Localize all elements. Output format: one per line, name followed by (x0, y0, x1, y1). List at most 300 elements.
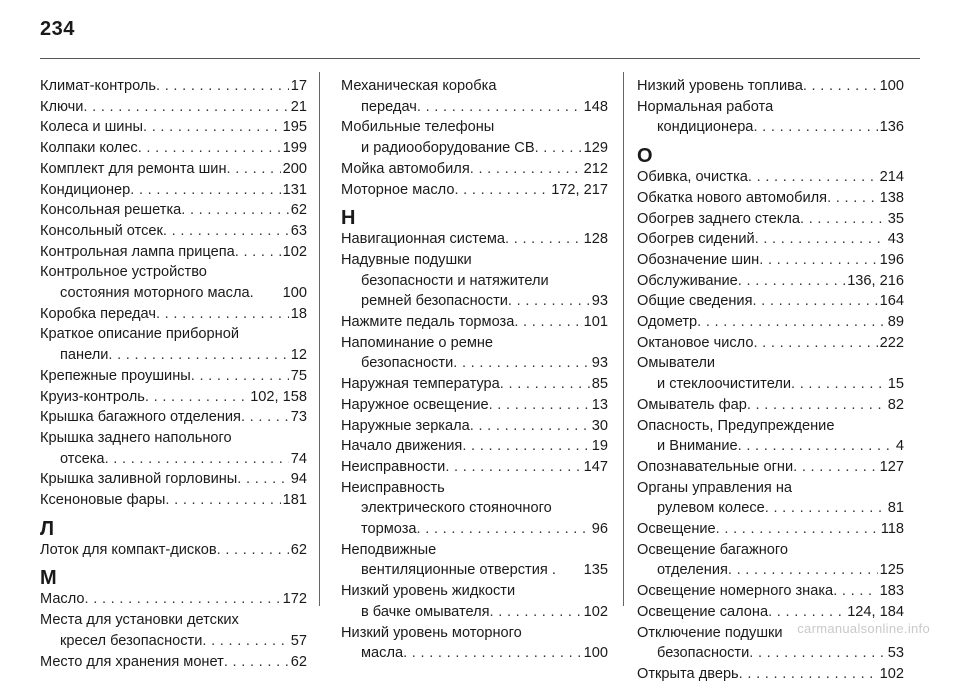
dot-leader (237, 469, 288, 490)
index-entry (637, 188, 904, 209)
index-entry (637, 519, 904, 540)
page-reference: 62 (290, 653, 307, 670)
index-entry (341, 312, 608, 333)
page-reference: 74 (290, 450, 307, 467)
index-entry-line (40, 610, 307, 631)
entry-text: Коробка передач (40, 305, 156, 322)
entry-text: вентиляционные отверстия . (361, 562, 556, 579)
index-entry (40, 117, 307, 138)
page-reference: 102 (879, 665, 904, 682)
index-entry-line (637, 76, 904, 97)
index-entry (637, 291, 904, 312)
page-reference: 136, 216 (847, 272, 904, 289)
entry-text: Обкатка нового автомобиля (637, 189, 828, 206)
entry-text: Кондиционер (40, 181, 131, 198)
dot-leader (156, 304, 289, 325)
page-reference: 196 (879, 251, 904, 268)
page-reference: 4 (895, 438, 904, 455)
page-reference: 102, 158 (250, 388, 307, 405)
dot-leader (791, 374, 886, 395)
page-reference: 62 (290, 541, 307, 558)
index-entry (40, 97, 307, 118)
entry-text: Консольный отсек (40, 222, 163, 239)
index-entry (40, 138, 307, 159)
index-entry-line (40, 97, 307, 118)
index-entry (637, 167, 904, 188)
index-entry (637, 457, 904, 478)
page-reference: 135 (583, 562, 608, 579)
index-entry (637, 416, 904, 457)
entry-text: Опознавательные огни (637, 458, 794, 475)
index-entry (40, 540, 307, 561)
index-entry-line (637, 602, 904, 623)
index-entry-line (341, 229, 608, 250)
dot-leader (143, 117, 281, 138)
index-entry-line (341, 581, 608, 602)
index-entry (40, 242, 307, 263)
index-entry (637, 271, 904, 292)
index-entry-line (341, 457, 608, 478)
index-entry-line (40, 180, 307, 201)
dot-leader (454, 180, 549, 201)
dot-leader (156, 76, 289, 97)
index-entry (40, 610, 307, 651)
index-entry-line (637, 117, 904, 138)
index-entry-line (637, 312, 904, 333)
index-entry (637, 229, 904, 250)
index-entry (341, 250, 608, 312)
index-letter-heading: М (40, 567, 57, 590)
entry-text: Обслуживание (637, 272, 738, 289)
index-entry-line (637, 498, 904, 519)
entry-text: Моторное масло (341, 181, 455, 198)
index-entry-line (341, 478, 608, 499)
entry-text: Напоминание о ремне (341, 334, 494, 351)
page-reference: 93 (591, 355, 608, 372)
index-entry (637, 540, 904, 581)
index-entry (40, 221, 307, 242)
page-reference: 93 (591, 293, 608, 310)
dot-leader (163, 221, 289, 242)
dot-leader (224, 652, 289, 673)
index-entry (341, 623, 608, 664)
page-reference: 96 (591, 521, 608, 538)
index-entry (40, 76, 307, 97)
index-entry-line (40, 631, 307, 652)
dot-leader (217, 540, 289, 561)
index-entry-line (40, 242, 307, 263)
dot-leader (453, 353, 590, 374)
index-entry-line (341, 623, 608, 644)
column-divider (319, 72, 320, 606)
page-reference: 89 (887, 314, 904, 331)
index-entry (40, 387, 307, 408)
index-entry (637, 581, 904, 602)
index-entry (637, 76, 904, 97)
entry-text: Освещение (637, 521, 716, 538)
dot-leader (165, 490, 280, 511)
entry-text: Место для хранения монет (40, 653, 224, 670)
index-entry (341, 229, 608, 250)
index-entry (341, 395, 608, 416)
page-reference: 101 (583, 314, 608, 331)
index-entry-line (40, 159, 307, 180)
page-reference: 18 (290, 305, 307, 322)
dot-leader (753, 117, 877, 138)
page-reference: 148 (583, 98, 608, 115)
dot-leader (739, 664, 878, 685)
index-entry-line (40, 490, 307, 511)
dot-leader (535, 138, 582, 159)
index-entry (40, 366, 307, 387)
index-entry (40, 180, 307, 201)
index-entry (40, 407, 307, 428)
index-entry-line (341, 76, 608, 97)
entry-text: Начало движения (341, 438, 463, 455)
entry-text: состояния моторного масла. (60, 285, 254, 302)
page-reference: 183 (879, 583, 904, 600)
index-entry-line (40, 221, 307, 242)
index-entry-line (341, 180, 608, 201)
entry-text: Обивка, очистка (637, 169, 748, 186)
entry-text: отделения (657, 562, 728, 579)
index-entry-line (637, 478, 904, 499)
index-entry-line (637, 540, 904, 561)
index-entry-line (637, 209, 904, 230)
dot-leader (470, 159, 582, 180)
dot-leader (505, 229, 582, 250)
entry-text: Наружное освещение (341, 396, 489, 413)
entry-text: Масло (40, 591, 85, 608)
dot-leader (500, 374, 590, 395)
page-reference: 199 (282, 140, 307, 157)
index-entry-line (40, 324, 307, 345)
entry-text: Ключи (40, 98, 84, 115)
entry-text: Крышка багажного отделения (40, 409, 241, 426)
index-entry-line (40, 76, 307, 97)
entry-text: панели (60, 347, 109, 364)
page-reference: 200 (282, 160, 307, 177)
index-entry (637, 395, 904, 416)
entry-text: Мобильные телефоны (341, 119, 495, 136)
page-reference: 172, 217 (551, 181, 608, 198)
entry-text: Надувные подушки (341, 251, 472, 268)
dot-leader (462, 436, 589, 457)
index-entry (341, 436, 608, 457)
index-entry-line (637, 250, 904, 271)
page-reference: 73 (290, 409, 307, 426)
index-entry (40, 469, 307, 490)
entry-text: ремней безопасности (361, 293, 508, 310)
entry-text: Навигационная система (341, 231, 506, 248)
entry-text: Низкий уровень топлива (637, 78, 803, 94)
entry-text: Органы управления на (637, 479, 793, 496)
index-entry-line (40, 589, 307, 610)
entry-text: Круиз-контроль (40, 388, 145, 405)
entry-text: Обогрев заднего стекла (637, 210, 800, 227)
entry-text: безопасности (657, 645, 750, 662)
index-letter-heading: Н (341, 207, 356, 230)
dot-leader (514, 312, 581, 333)
entry-text: Низкий уровень жидкости (341, 583, 516, 600)
entry-text: Октановое число (637, 334, 754, 351)
dot-leader (833, 581, 877, 602)
page-reference: 21 (290, 98, 307, 115)
page-reference: 212 (583, 160, 608, 177)
page-reference: 35 (887, 210, 904, 227)
dot-leader (755, 229, 886, 250)
index-entry-line (637, 167, 904, 188)
page-reference: 75 (290, 367, 307, 384)
entry-text: Низкий уровень моторного (341, 624, 522, 641)
index-entry-line (40, 428, 307, 449)
index-entry (40, 652, 307, 673)
index-entry (637, 97, 904, 138)
entry-text: и Внимание (657, 438, 738, 455)
dot-leader (827, 188, 878, 209)
page-reference: 129 (583, 140, 608, 157)
index-entry (40, 262, 307, 303)
page-reference: 181 (282, 492, 307, 509)
index-entry-line (637, 664, 904, 685)
page-reference: 100 (282, 285, 307, 302)
page-reference: 63 (290, 222, 307, 239)
index-entry (341, 374, 608, 395)
entry-text: Контрольное устройство (40, 264, 207, 281)
dot-leader (470, 416, 590, 437)
index-entry-line (40, 138, 307, 159)
index-entry-line (637, 229, 904, 250)
page-reference: 127 (879, 458, 904, 475)
page-reference: 53 (887, 645, 904, 662)
index-entry-line (637, 457, 904, 478)
page-reference: 85 (591, 376, 608, 393)
index-entry (40, 428, 307, 469)
page-reference: 81 (887, 500, 904, 517)
index-entry (341, 540, 608, 581)
index-entry (637, 478, 904, 519)
index-entry-line (40, 407, 307, 428)
dot-leader (85, 589, 281, 610)
entry-text: Освещение номерного знака (637, 583, 834, 600)
entry-text: Климат-контроль (40, 78, 156, 94)
page-reference: 102 (583, 603, 608, 620)
index-entry-line (341, 159, 608, 180)
index-entry-line (341, 374, 608, 395)
entry-text: Комплект для ремонта шин (40, 160, 227, 177)
dot-leader (489, 395, 590, 416)
index-entry-line (40, 117, 307, 138)
entry-text: Обогрев сидений (637, 231, 755, 248)
index-entry-line (637, 374, 904, 395)
dot-leader (108, 345, 288, 366)
dot-leader (800, 209, 886, 230)
watermark: carmanualsonline.info (797, 621, 930, 636)
entry-text: Освещение багажного (637, 541, 789, 558)
column-divider (623, 72, 624, 606)
page-reference: 15 (887, 376, 904, 393)
index-entry (637, 333, 904, 354)
entry-text: Колеса и шины (40, 119, 144, 136)
index-entry (341, 416, 608, 437)
entry-text: Омыватели (637, 355, 716, 372)
index-entry-line (637, 519, 904, 540)
index-entry-line (341, 540, 608, 561)
index-entry-line (637, 291, 904, 312)
dot-leader (403, 643, 582, 664)
entry-text: Консольная решетка (40, 202, 182, 219)
index-entry-line (341, 643, 608, 664)
page-reference: 125 (879, 562, 904, 579)
page-reference: 172 (282, 591, 307, 608)
entry-text: и радиооборудование СВ (361, 140, 535, 157)
entry-text: и стеклоочистители (657, 376, 791, 393)
index-entry (637, 602, 904, 623)
dot-leader (181, 200, 289, 221)
dot-leader (490, 602, 582, 623)
dot-leader (753, 333, 877, 354)
dot-leader (793, 457, 878, 478)
entry-text: Лоток для компакт-дисков (40, 541, 217, 558)
entry-text: Освещение салона (637, 603, 769, 620)
page-reference: 131 (282, 181, 307, 198)
index-entry-line (40, 652, 307, 673)
index-entry-line (637, 643, 904, 664)
index-entry-line (637, 416, 904, 437)
dot-leader (738, 271, 845, 292)
index-entry-line (341, 560, 608, 581)
dot-leader (202, 631, 288, 652)
index-entry-line (637, 581, 904, 602)
index-entry-line (341, 602, 608, 623)
entry-text: Краткое описание приборной (40, 326, 239, 343)
index-entry-line (341, 395, 608, 416)
index-entry (40, 589, 307, 610)
dot-leader (138, 138, 281, 159)
page-reference: 100 (583, 645, 608, 662)
entry-text: Открыта дверь (637, 665, 739, 682)
index-entry-line (40, 283, 307, 304)
index-entry-line (40, 469, 307, 490)
dot-leader (241, 407, 289, 428)
dot-leader (83, 97, 288, 118)
page-reference: 102 (282, 243, 307, 260)
index-letter-heading: Л (40, 517, 55, 540)
page-reference: 19 (591, 438, 608, 455)
index-entry-line (341, 519, 608, 540)
dot-leader (748, 167, 878, 188)
index-column-2 (341, 76, 608, 664)
index-entry-line (341, 291, 608, 312)
entry-text: Крышка заднего напольного (40, 429, 232, 446)
index-entry (341, 478, 608, 540)
index-entry-line (637, 188, 904, 209)
page-reference: 43 (887, 231, 904, 248)
entry-text: масла (361, 645, 404, 662)
entry-text: Общие сведения (637, 293, 753, 310)
dot-leader (768, 602, 845, 623)
page-reference: 118 (880, 521, 904, 538)
entry-text: Одометр (637, 314, 698, 331)
index-entry (40, 324, 307, 365)
page-reference: 62 (290, 202, 307, 219)
index-entry (637, 209, 904, 230)
entry-text: Омыватель фар (637, 396, 747, 413)
entry-text: тормоза (361, 521, 417, 538)
index-entry-line (40, 262, 307, 283)
dot-leader (235, 242, 281, 263)
entry-text: Мойка автомобиля (341, 160, 470, 177)
entry-text: электрического стояночного (361, 500, 552, 517)
index-entry (637, 312, 904, 333)
entry-text: передач (361, 98, 417, 115)
entry-text: Наружные зеркала (341, 417, 470, 434)
page-reference: 124, 184 (847, 603, 904, 620)
page-reference: 13 (591, 396, 608, 413)
entry-text: безопасности и натяжители (361, 272, 549, 289)
entry-text: отсека (60, 450, 105, 467)
index-entry-line (40, 366, 307, 387)
index-entry (40, 200, 307, 221)
index-entry (341, 333, 608, 374)
entry-text: в бачке омывателя (361, 603, 490, 620)
dot-leader (445, 457, 581, 478)
page-reference: 57 (290, 632, 307, 649)
index-entry-line (40, 200, 307, 221)
index-letter-heading: О (637, 145, 653, 168)
entry-text: Неисправности (341, 458, 446, 475)
index-entry-line (40, 387, 307, 408)
dot-leader (747, 395, 886, 416)
header-rule (40, 58, 920, 59)
dot-leader (716, 519, 879, 540)
index-entry (40, 490, 307, 511)
index-entry (637, 664, 904, 685)
index-entry-line (40, 304, 307, 325)
index-entry (40, 159, 307, 180)
index-entry-line (341, 498, 608, 519)
entry-text: Крепежные проушины (40, 367, 191, 384)
page-reference: 222 (879, 334, 904, 351)
dot-leader (765, 498, 886, 519)
index-entry-line (40, 449, 307, 470)
index-entry-line (637, 395, 904, 416)
index-entry-line (637, 560, 904, 581)
page-reference: 17 (290, 78, 307, 94)
index-entry (341, 457, 608, 478)
entry-text: Механическая коробка (341, 78, 497, 94)
index-entry (637, 250, 904, 271)
index-entry-line (341, 353, 608, 374)
entry-text: Нормальная работа (637, 98, 774, 115)
entry-text: Неисправность (341, 479, 445, 496)
entry-text: безопасности (361, 355, 454, 372)
dot-leader (508, 291, 590, 312)
index-entry-line (341, 271, 608, 292)
page-reference: 30 (591, 417, 608, 434)
entry-text: Наружная температура (341, 376, 500, 393)
dot-leader (752, 291, 877, 312)
dot-leader (759, 250, 877, 271)
index-entry-line (341, 416, 608, 437)
index-entry (40, 304, 307, 325)
index-entry-line (341, 138, 608, 159)
entry-text: Контрольная лампа прицепа (40, 243, 235, 260)
index-entry-line (341, 117, 608, 138)
entry-text: Нажмите педаль тормоза (341, 314, 515, 331)
page-reference: 94 (290, 471, 307, 488)
dot-leader (417, 519, 590, 540)
